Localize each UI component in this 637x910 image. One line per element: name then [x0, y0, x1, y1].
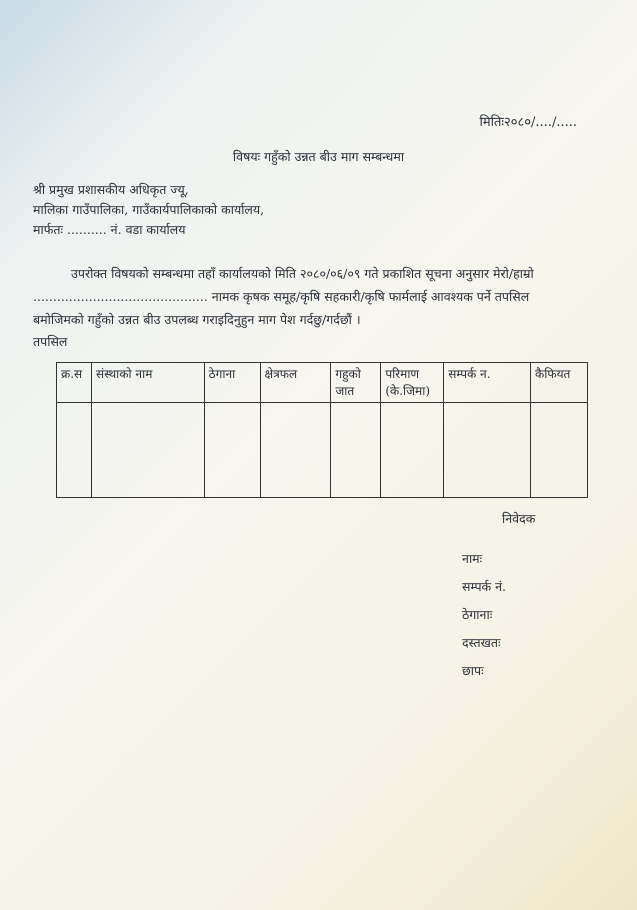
addressee-block [33, 180, 264, 240]
table-cell[interactable] [531, 403, 588, 498]
table-header-cell: गहुको जात [331, 363, 381, 403]
addressee-line: मार्फतः .......... नं. वडा कार्यालय [33, 222, 186, 237]
details-table [56, 362, 588, 498]
table-header-cell: क्र.स [57, 363, 92, 403]
table-row [57, 403, 588, 498]
addressee-line: मालिका गाउँपालिका, गाउँकार्यपालिकाको कार्यालय, [33, 202, 265, 217]
table-cell[interactable] [331, 403, 381, 498]
addressee-line: श्री प्रमुख प्रशासकीय अधिकृत ज्यू, [33, 182, 189, 197]
table-cell[interactable] [381, 403, 444, 498]
body-line: ............................................ नामक कृषक समूह/कृषि सहकारी/कृषि फार्मलाई आवश्यक पर्ने तपसिल [33, 289, 530, 304]
applicant-signature-field: दस्तखतः [462, 635, 501, 650]
table-cell[interactable] [204, 403, 260, 498]
table-header-cell: सम्पर्क न. [444, 363, 531, 403]
table-cell[interactable] [260, 403, 331, 498]
applicant-address-field: ठेगानाः [462, 607, 493, 622]
table-header-cell: कैफियत [531, 363, 588, 403]
applicant-contact-field: सम्पर्क नं. [462, 579, 507, 594]
subject-line: विषयः गहुँको उन्नत बीउ माग सम्बन्धमा [232, 149, 405, 164]
body-line: उपरोक्त विषयको सम्बन्धमा तहाँ कार्यालयको मिति २०८०/०६/०९ गते प्रकाशित सूचना अनुसार मेरो/हाम्रो [71, 266, 534, 281]
applicant-stamp-field: छापः [462, 663, 484, 678]
table-cell[interactable] [91, 403, 204, 498]
table-cell[interactable] [444, 403, 531, 498]
letter-body [33, 262, 590, 331]
table-header-row [57, 363, 588, 403]
date-line: मितिः२०८०/..../..... [479, 115, 577, 130]
applicant-block [462, 510, 535, 685]
table-header-cell: ठेगाना [204, 363, 260, 403]
table-header-cell: संस्थाको नाम [91, 363, 204, 403]
table-header-cell: परिमाण (के.जिमा) [381, 363, 444, 403]
body-line: बमोजिमको गहुँको उन्नत बीउ उपलब्ध गराइदिनुहुन माग पेश गर्दछु/गर्दछौं । [33, 312, 361, 327]
table-header-cell: क्षेत्रफल [260, 363, 331, 403]
applicant-name-field: नामः [462, 551, 483, 566]
table-cell[interactable] [57, 403, 92, 498]
applicant-title: निवेदक [502, 511, 536, 526]
details-label: तपसिल [33, 334, 68, 349]
